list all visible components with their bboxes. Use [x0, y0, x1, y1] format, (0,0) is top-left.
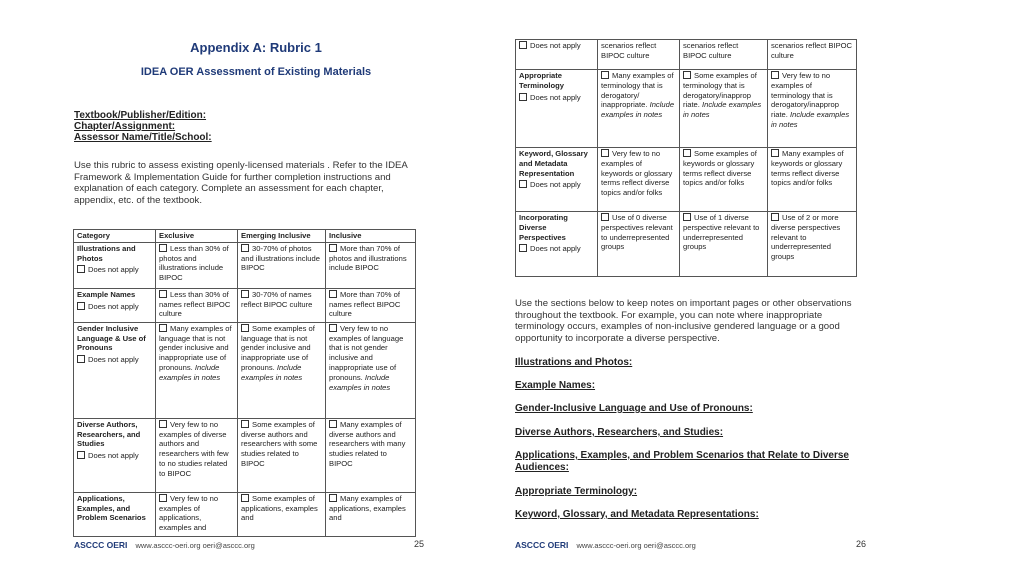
emerging-cell[interactable]: Use of 1 diverse perspective relevant to underrepresented groups	[680, 212, 768, 277]
emerging-cell[interactable]: Some examples of applications, examples and	[238, 492, 326, 536]
table-row	[516, 148, 857, 212]
checkbox[interactable]	[519, 93, 527, 101]
does-not-apply-option[interactable]: Does not apply	[77, 302, 152, 312]
inclusive-cell: scenarios reflect BIPOC culture	[768, 40, 857, 70]
section-illustrations: Illustrations and Photos:	[515, 357, 633, 368]
section-diverse-authors: Diverse Authors, Researchers, and Studies:	[515, 427, 724, 438]
checkbox[interactable]	[601, 213, 609, 221]
footer-links: www.asccc-oeri.org oeri@asccc.org	[135, 541, 255, 550]
does-not-apply-option[interactable]: Does not apply	[519, 180, 594, 190]
page-number: 26	[856, 539, 867, 549]
checkbox[interactable]	[683, 149, 691, 157]
category-cell	[516, 70, 598, 148]
inclusive-cell[interactable]: Very few to no examples of language that is not gender inclusive and inappropriate use of pronouns. Include examples in notes	[326, 322, 416, 418]
exclusive-cell[interactable]: Very few to no examples of diverse authors and researchers with few to no studies related to BIPOC	[156, 418, 238, 492]
category-label: Gender Inclusive Language & Use of Pronouns	[77, 323, 146, 353]
field-assessor: Assessor Name/Title/School:	[74, 132, 212, 143]
checkbox[interactable]	[519, 180, 527, 188]
inclusive-cell[interactable]: Use of 2 or more diverse perspectives relevant to underrepresented groups	[768, 212, 857, 277]
inclusive-cell[interactable]: Very few to no examples of terminology that is derogatory/inapprop riate. Include examples in notes	[768, 70, 857, 148]
checkbox[interactable]	[683, 213, 691, 221]
does-not-apply-option[interactable]: Does not apply	[519, 93, 594, 103]
does-not-apply-option[interactable]: Does not apply	[77, 451, 152, 461]
category-label: Example Names	[77, 289, 136, 299]
intro-paragraph: Use this rubric to assess existing openly-licensed materials . Refer to the IDEA Framework & Implementation Guide for further completion instructions and explanation of each category. Complete an assessment for each chapter, appendix, etc. of the textbook.	[74, 160, 408, 206]
emerging-cell[interactable]: Some examples of terminology that is derogatory/inapprop riate. Include examples in notes	[680, 70, 768, 148]
page-number: 25	[414, 539, 425, 549]
emerging-cell[interactable]: Some examples of diverse authors and researchers with some studies related to BIPOC	[238, 418, 326, 492]
exclusive-cell[interactable]: Many examples of terminology that is derogatory/ inappropriate. Include examples in notes	[598, 70, 680, 148]
exclusive-cell[interactable]: Very few to no examples of applications, examples and	[156, 492, 238, 536]
category-label: Incorporating Diverse Perspectives	[519, 213, 568, 242]
exclusive-cell[interactable]: Less than 30% of names reflect BIPOC culture	[156, 288, 238, 322]
inclusive-cell[interactable]: Many examples of keywords or glossary terms reflect diverse topics and/or folks	[768, 148, 857, 212]
appendix-title: Appendix A: Rubric 1	[190, 40, 322, 55]
exclusive-cell[interactable]: Less than 30% of photos and illustrations include BIPOC	[156, 242, 238, 288]
emerging-cell: scenarios reflect BIPOC culture	[680, 40, 768, 70]
emerging-cell[interactable]: 30-70% of names reflect BIPOC culture	[238, 288, 326, 322]
section-applications: Applications, Examples, and Problem Scenarios that Relate to Diverse Audiences:	[515, 450, 849, 473]
notes-intro-paragraph: Use the sections below to keep notes on important pages or other observations throughout the textbook. For example, you can note where inappropriate terminology occurs, examples of non-inclusive gendered language or a good opportunity to incorporate a diverse perspective.	[515, 298, 852, 344]
inclusive-cell[interactable]: Many examples of applications, examples and	[326, 492, 416, 536]
header-inclusive: Inclusive	[326, 230, 416, 243]
checkbox[interactable]	[519, 41, 527, 49]
category-cell	[516, 40, 598, 70]
emerging-cell[interactable]: Some examples of language that is not gender inclusive and inappropriate use of pronouns. Include examples in notes	[238, 322, 326, 418]
section-gender-inclusive: Gender-Inclusive Language and Use of Pronouns:	[515, 403, 753, 414]
category-label: Applications, Examples, and Problem Scenarios	[77, 493, 146, 523]
checkbox[interactable]	[771, 213, 779, 221]
header-exclusive: Exclusive	[156, 230, 238, 243]
footer	[515, 540, 696, 550]
exclusive-cell: scenarios reflect BIPOC culture	[598, 40, 680, 70]
emerging-cell[interactable]: Some examples of keywords or glossary terms reflect diverse topics and/or folks	[680, 148, 768, 212]
inclusive-cell[interactable]: Many examples of diverse authors and researchers with many studies related to BIPOC	[326, 418, 416, 492]
category-label: Diverse Authors, Researchers, and Studies	[77, 419, 141, 449]
exclusive-cell[interactable]: Very few to no examples of keywords or glossary terms reflect diverse topics and/or folks	[598, 148, 680, 212]
appendix-subtitle: IDEA OER Assessment of Existing Materials	[140, 66, 372, 78]
header-category: Category	[74, 230, 156, 243]
exclusive-cell[interactable]: Many examples of language that is not gender inclusive and inappropriate use of pronouns. Include examples in notes	[156, 322, 238, 418]
emerging-cell[interactable]: 30-70% of photos and illustrations include BIPOC	[238, 242, 326, 288]
header-emerging: Emerging Inclusive	[238, 230, 326, 243]
checkbox[interactable]	[601, 71, 609, 79]
checkbox[interactable]	[771, 71, 779, 79]
footer-brand: ASCCC OERI	[515, 540, 569, 550]
category-cell	[516, 212, 598, 277]
table-row	[516, 212, 857, 277]
section-terminology: Appropriate Terminology:	[515, 486, 638, 497]
category-label: Illustrations and Photos	[77, 243, 136, 263]
checkbox[interactable]	[771, 149, 779, 157]
category-label: Keyword, Glossary and Metadata Representation	[519, 149, 588, 178]
checkbox[interactable]	[519, 244, 527, 252]
category-label: Appropriate Terminology	[519, 71, 565, 90]
checkbox[interactable]	[601, 149, 609, 157]
inclusive-cell[interactable]: More than 70% of photos and illustrations include BIPOC	[326, 242, 416, 288]
does-not-apply-option[interactable]: Does not apply	[519, 41, 594, 51]
category-cell	[516, 148, 598, 212]
table-row	[516, 70, 857, 148]
does-not-apply-option[interactable]: Does not apply	[519, 244, 594, 254]
section-keyword-glossary: Keyword, Glossary, and Metadata Representations:	[515, 509, 759, 520]
footer-brand: ASCCC OERI	[74, 540, 128, 550]
table-row	[516, 40, 857, 70]
exclusive-cell[interactable]: Use of 0 diverse perspectives relevant to underrepresented groups	[598, 212, 680, 277]
field-chapter: Chapter/Assignment:	[74, 121, 176, 132]
footer-links: www.asccc-oeri.org oeri@asccc.org	[576, 541, 696, 550]
field-textbook: Textbook/Publisher/Edition:	[74, 110, 207, 121]
section-example-names: Example Names:	[515, 380, 596, 391]
does-not-apply-option[interactable]: Does not apply	[77, 265, 152, 275]
checkbox[interactable]	[683, 71, 691, 79]
rubric-table-right	[515, 39, 857, 277]
does-not-apply-option[interactable]: Does not apply	[77, 355, 152, 365]
inclusive-cell[interactable]: More than 70% of names reflect BIPOC culture	[326, 288, 416, 322]
